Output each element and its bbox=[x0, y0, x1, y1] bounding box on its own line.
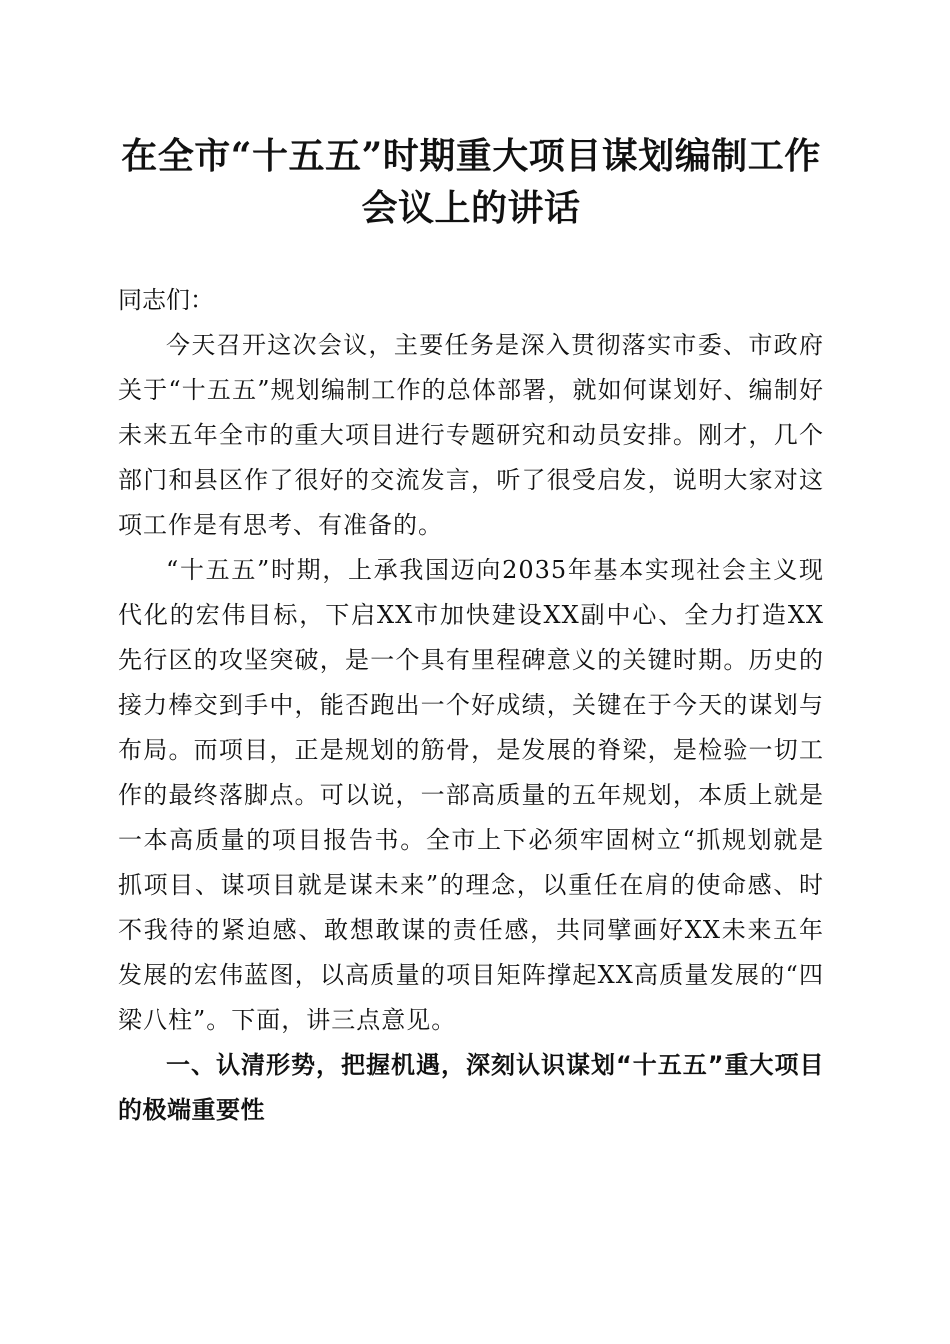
title-line-2: 会议上的讲话 bbox=[361, 187, 581, 229]
document-title bbox=[118, 130, 824, 234]
paragraph-2: “十五五”时期，上承我国迈向2035年基本实现社会主义现代化的宏伟目标，下启XX市加快建设XX副中心、全力打造XX先行区的攻坚突破，是一个具有里程碑意义的关键时期。历史的接力棒交到手中，能否跑出一个好成绩，关键在于今天的谋划与布局。而项目，正是规划的筋骨，是发展的脊梁，是检验一切工作的最终落脚点。可以说，一部高质量的五年规划，本质上就是一本高质量的项目报告书。全市上下必须牢固树立“抓规划就是抓项目、谋项目就是谋未来”的理念，以重任在肩的使命感、时不我待的紧迫感、敢想敢谋的责任感，共同擘画好XX未来五年发展的宏伟蓝图，以高质量的项目矩阵撑起XX高质量发展的“四梁八柱”。下面，讲三点意见。 bbox=[118, 556, 824, 1034]
section-heading-1: 一、认清形势，把握机遇，深刻认识谋划“十五五”重大项目的极端重要性 bbox=[118, 1051, 824, 1124]
title-line-1: 在全市“十五五”时期重大项目谋划编制工作 bbox=[121, 135, 821, 177]
document-page bbox=[118, 130, 824, 1133]
paragraph-1: 今天召开这次会议，主要任务是深入贯彻落实市委、市政府关于“十五五”规划编制工作的总体部署，就如何谋划好、编制好未来五年全市的重大项目进行专题研究和动员安排。刚才，几个部门和县区作了很好的交流发言，听了很受启发，说明大家对这项工作是有思考、有准备的。 bbox=[118, 331, 824, 539]
salutation: 同志们： bbox=[118, 286, 214, 314]
